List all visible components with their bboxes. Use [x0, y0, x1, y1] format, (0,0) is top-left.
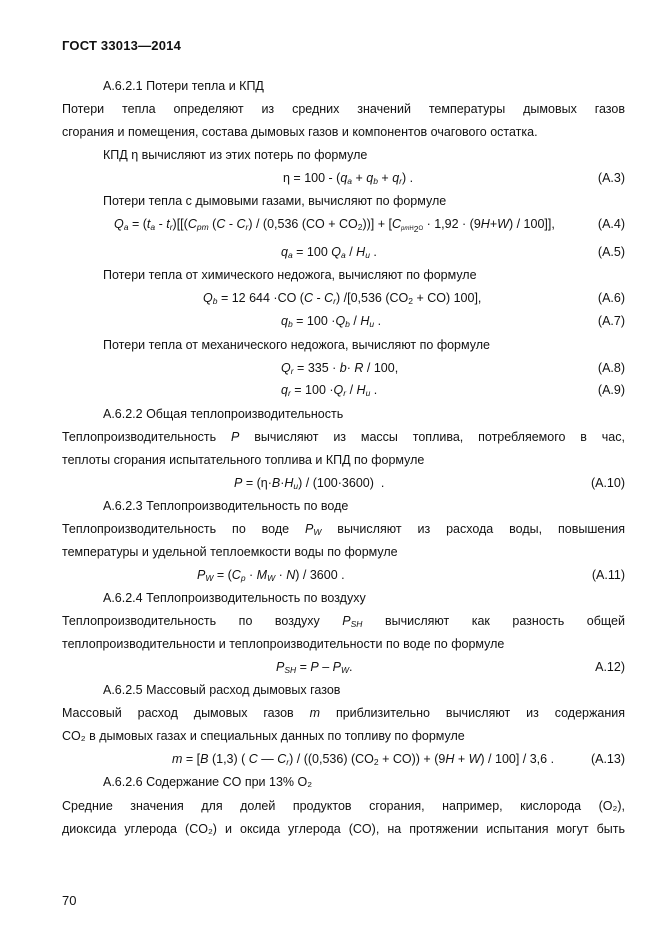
paragraph-line: Массовый расход дымовых газов m приблизительно вычисляют из содержания	[62, 706, 625, 720]
paragraph-line: Потери тепла от химического недожога, вычисляют по формуле	[103, 268, 477, 282]
formula-a9: $q_r = 100 \cdot Q_r / H_u$ .	[281, 383, 378, 398]
formula-a7: $q_b = 100 \cdot Q_b / H_u$ .	[281, 314, 382, 329]
document-header: ГОСТ 33013—2014	[62, 38, 181, 53]
formula-a11: $P_W = (C_p \cdot M_W \cdot N) / 3600$ .	[197, 568, 345, 583]
formula-a12: $P_{SH} = P - P_W$.	[276, 660, 353, 675]
equation-number: (А.3)	[597, 171, 625, 185]
equation-number: (А.4)	[597, 217, 625, 231]
equation-number: А.12)	[595, 660, 625, 674]
formula-a10: $P = (\eta\cdot B\cdot H_u) / (100\cdot 3600)$ .	[234, 476, 385, 491]
page-number: 70	[62, 893, 77, 908]
paragraph-line: температуры и удельной теплоемкости воды по формуле	[62, 545, 398, 559]
section-heading-a6-2-1: А.6.2.1 Потери тепла и КПД	[103, 79, 264, 93]
formula-a6: $Q_b = 12$ 644 ·CO $(C - C_r)$ /[0,536 $(CO_2 + CO)$ 100],	[203, 291, 482, 306]
equation-number: (А.11)	[591, 568, 625, 582]
paragraph-line: КПД η вычисляют из этих потерь по формуле	[103, 148, 368, 162]
section-heading-a6-2-2: А.6.2.2 Общая теплопроизводительность	[103, 407, 344, 421]
equation-number: (А.7)	[597, 314, 625, 328]
paragraph-line: Потери тепла от механического недожога, вычисляют по формуле	[103, 338, 490, 352]
paragraph-line: сгорания и помещения, состава дымовых газов и компонентов очагового остатка.	[62, 125, 538, 139]
paragraph-line: диоксида углерода (CO₂) и оксида углерода (CO), на протяжении испытания могут быть	[62, 822, 625, 836]
equation-number: (А.9)	[597, 383, 625, 397]
paragraph-line: Потери тепла определяют из средних значений температуры дымовых газов	[62, 102, 625, 116]
section-heading-a6-2-4: А.6.2.4 Теплопроизводительность по воздуху	[103, 591, 366, 605]
formula-a5: $q_a = 100$ $Q_a / H_u$ .	[281, 245, 377, 260]
section-heading-a6-2-6: А.6.2.6 Содержание CO при 13% O₂	[103, 775, 313, 789]
paragraph-line: Теплопроизводительность P вычисляют из массы топлива, потребляемого в час,	[62, 430, 625, 444]
equation-number: (А.8)	[597, 361, 625, 375]
paragraph-line: Средние значения для долей продуктов сгорания, например, кислорода (O₂),	[62, 799, 625, 813]
section-heading-a6-2-5: А.6.2.5 Массовый расход дымовых газов	[103, 683, 341, 697]
equation-number: (А.13)	[590, 752, 625, 766]
equation-number: (А.5)	[597, 245, 625, 259]
paragraph-line: теплоты сгорания испытательного топлива и КПД по формуле	[62, 453, 425, 467]
formula-a13: m = [B (1,3) ( C — $C_r) / ((0,536) (CO_2 + CO)) + (9H + W) / 100] / 3,6$ .	[172, 752, 555, 767]
paragraph-line: Теплопроизводительность по воздуху $P_{SH}$ вычисляют как разность общей	[62, 614, 625, 629]
formula-a4: $Q_a = (t_a - t_r)[[(C_{pm}$ $(C - C_r) / (0,536$ $(CO + CO_2)$)] + [CpmH$_2$O · 1,92 · (9H+W) / 100]],	[114, 217, 555, 234]
paragraph-line: Теплопроизводительность по воде $P_W$ вычисляют из расхода воды, повышения	[62, 522, 625, 537]
paragraph-line: теплопроизводительности и теплопроизводительности по воде по формуле	[62, 637, 505, 651]
paragraph-line: Потери тепла с дымовыми газами, вычисляют по формуле	[103, 194, 447, 208]
equation-number: (А.10)	[590, 476, 625, 490]
section-heading-a6-2-3: А.6.2.3 Теплопроизводительность по воде	[103, 499, 349, 513]
formula-a3: $\eta = 100 - (q_a + q_b + q_r)$ .	[283, 171, 414, 186]
equation-number: (А.6)	[597, 291, 625, 305]
formula-a8: $Q_r = 335 \cdot b\cdot R / 100$,	[281, 361, 399, 376]
paragraph-line: CO₂ в дымовых газах и специальных данных по топливу по формуле	[62, 729, 465, 743]
